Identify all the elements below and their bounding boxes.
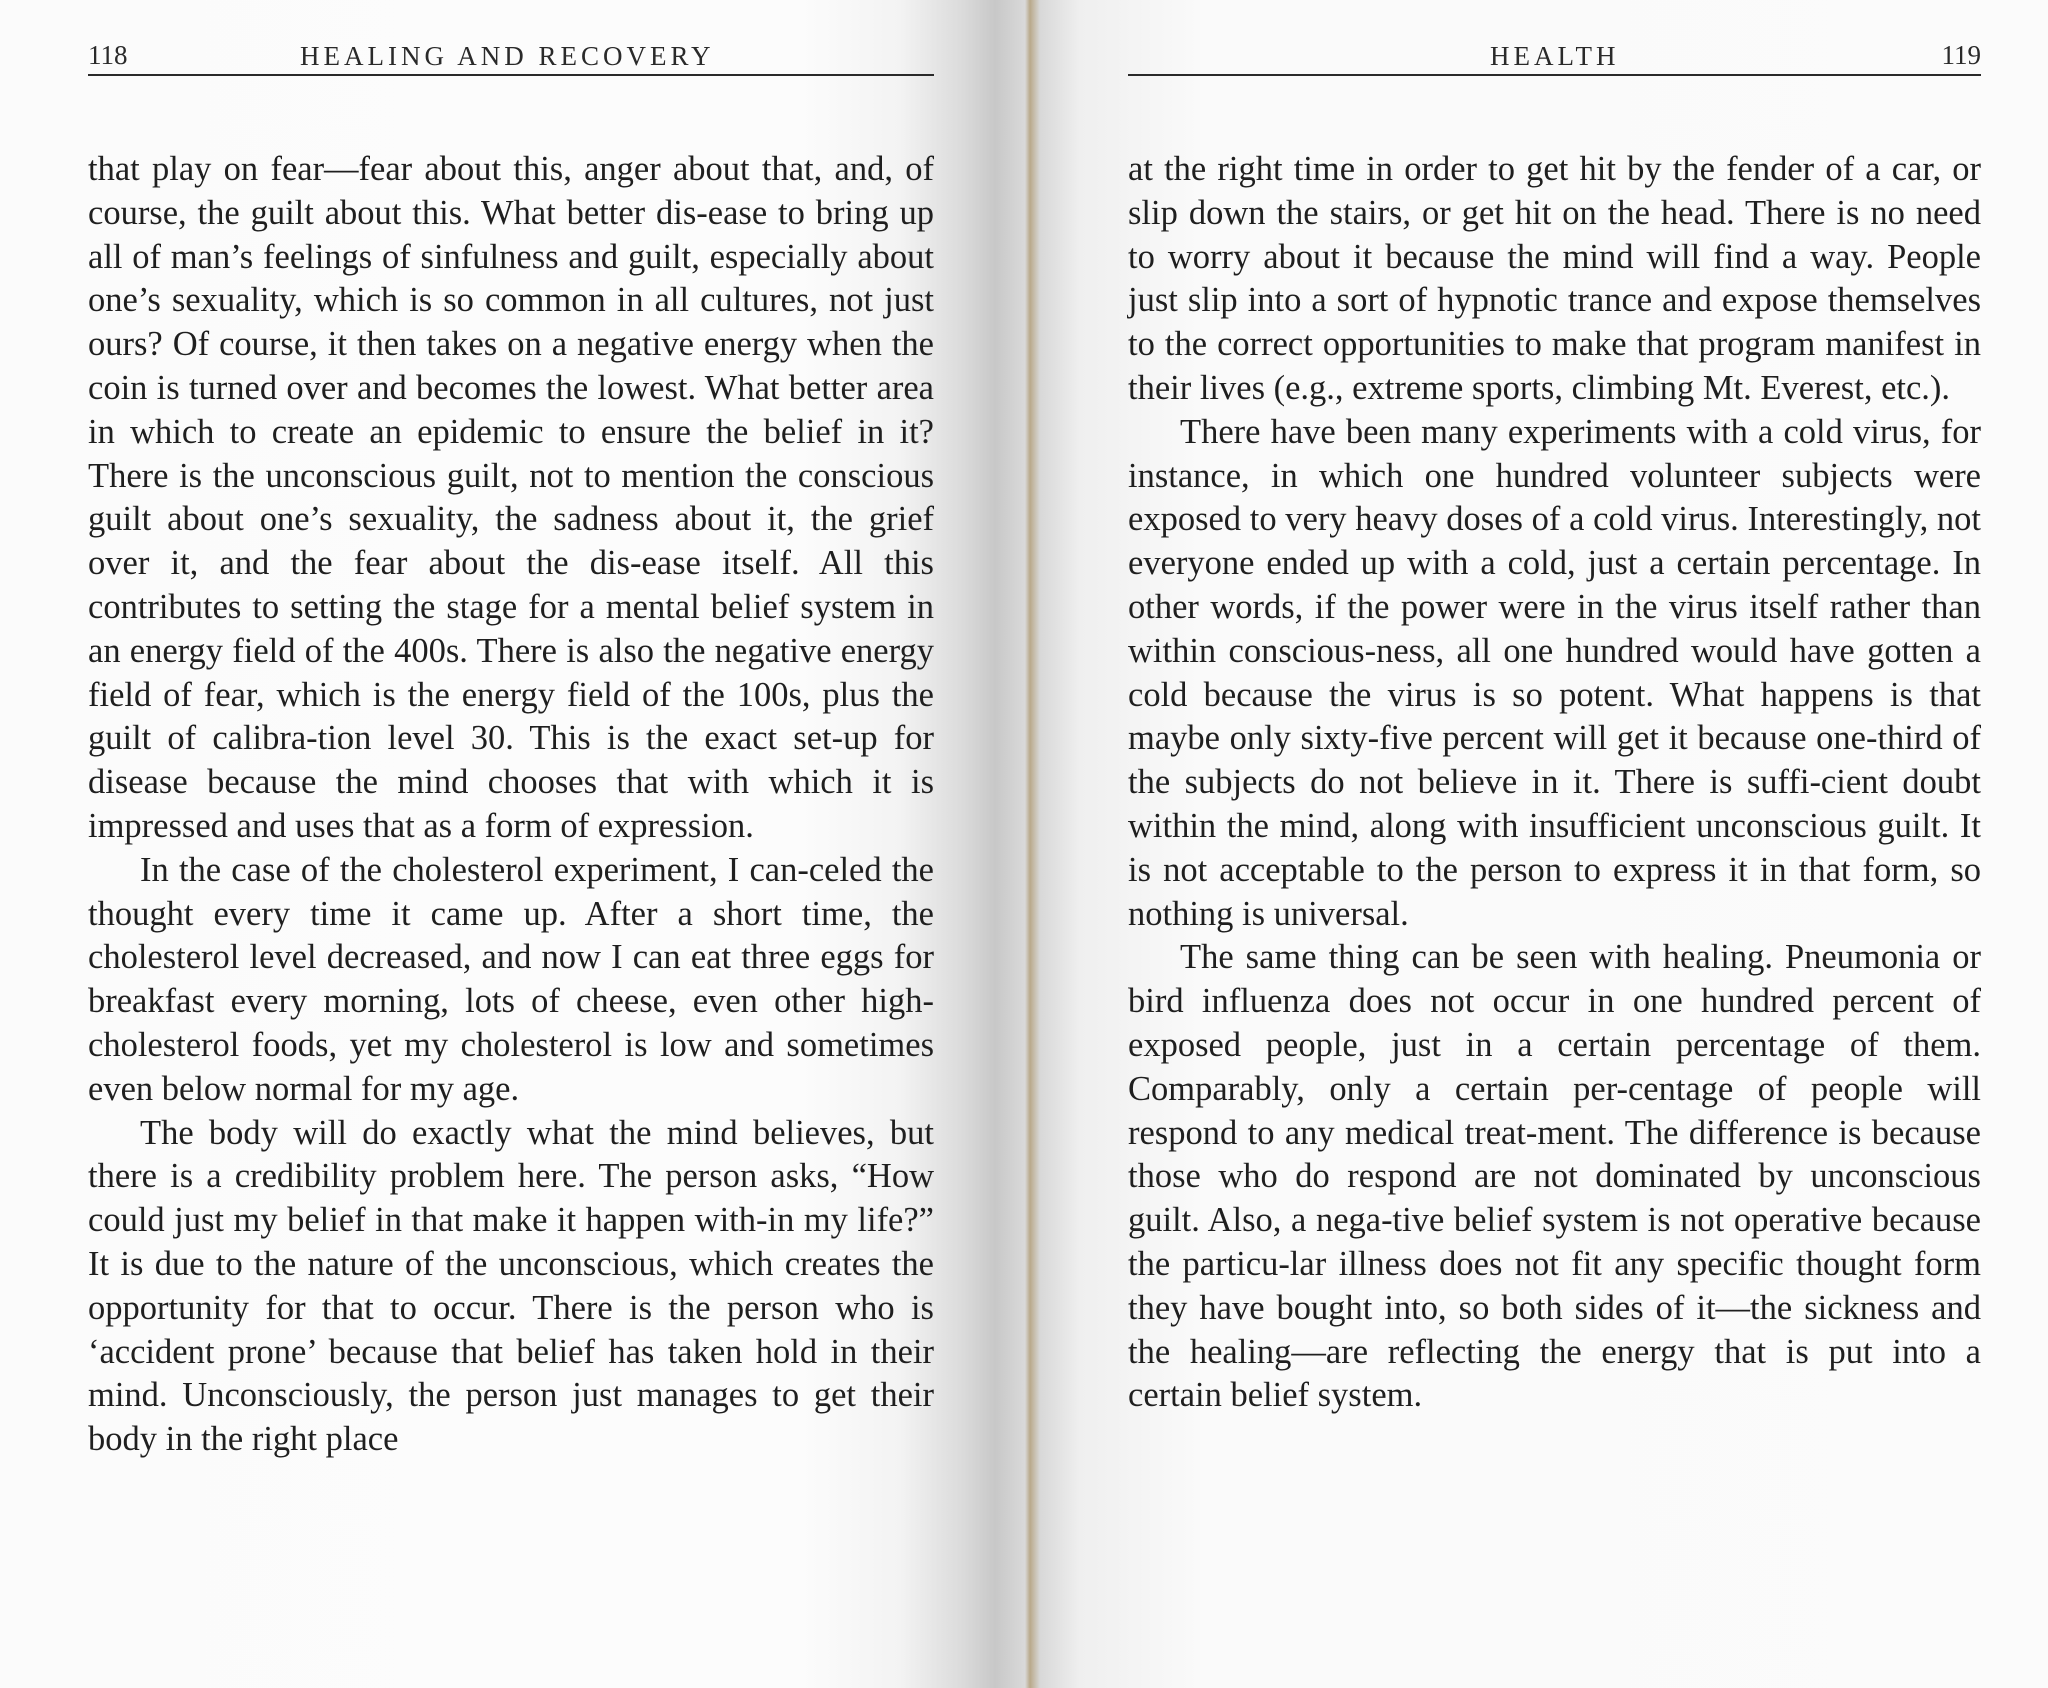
- running-head: [1128, 42, 1981, 76]
- page-number: 118: [88, 40, 128, 70]
- running-head-title: HEALING AND RECOVERY: [300, 41, 715, 71]
- paragraph: that play on fear—fear about this, anger about that, and, of course, the guilt about this. What better dis-ease to bring up all of man’s feelings of sinfulness and guilt, especially about one’s sexuality, which is so common in all cultures, not just ours? Of course, it then takes on a negative energy when the coin is turned over and becomes the lowest. What better area in which to create an epidemic to ensure the belief in it? There is the unconscious guilt, not to mention the conscious guilt about one’s sexuality, the sadness about it, the grief over it, and the fear about the dis-ease itself. All this contributes to setting the stage for a mental belief system in an energy field of the 400s. There is also the negative energy field of fear, which is the energy field of the 100s, plus the guilt of calibra-tion level 30. This is the exact set-up for disease because the mind chooses that with which it is impressed and uses that as a form of expression.: [88, 150, 934, 845]
- body-text: [1128, 148, 1981, 1418]
- running-head: [88, 42, 934, 76]
- page-number: 119: [1941, 40, 1981, 70]
- body-text: [88, 148, 934, 1462]
- paragraph: at the right time in order to get hit by the fender of a car, or slip down the stairs, or get hit on the head. There is no need to worry about it because the mind will find a way. People just slip into a sort of hypnotic trance and expose themselves to the correct opportunities to make that program manifest in their lives (e.g., extreme sports, climbing Mt. Everest, etc.).: [1128, 150, 1981, 407]
- paragraph: In the case of the cholesterol experiment, I can-celed the thought every time it came up. After a short time, the cholesterol level decreased, and now I can eat three eggs for breakfast every morning, lots of cheese, even other high-cholesterol foods, yet my cholesterol is low and sometimes even below normal for my age.: [88, 850, 934, 1108]
- paragraph: The same thing can be seen with healing. Pneumonia or bird influenza does not occur in one hundred percent of exposed people, just in a certain percentage of them. Comparably, only a certain per-centage of people will respond to any medical treat-ment. The difference is because those who do respond are not dominated by unconscious guilt. Also, a nega-tive belief system is not operative because the particu-lar illness does not fit any specific thought form they have bought into, so both sides of it—the sickness and the healing—are reflecting the energy that is put into a certain belief system.: [1128, 938, 1981, 1415]
- running-head-title: HEALTH: [1490, 41, 1620, 71]
- paragraph: There have been many experiments with a cold virus, for instance, in which one hundred volunteer subjects were exposed to very heavy doses of a cold virus. Interestingly, not everyone ended up with a cold, just a certain percentage. In other words, if the power were in the virus itself rather than within conscious-ness, all one hundred would have gotten a cold because the virus is so potent. What happens is that maybe only sixty-five percent will get it because one-third of the subjects do not believe in it. There is suffi-cient doubt within the mind, along with insufficient unconscious guilt. It is not acceptable to the person to express it in that form, so nothing is universal.: [1128, 412, 1981, 933]
- right-page: [1128, 0, 1981, 1688]
- paragraph: The body will do exactly what the mind believes, but there is a credibility problem here. The person asks, “How could just my belief in that make it happen with-in my life?” It is due to the nature of the unconscious, which creates the opportunity for that to occur. There is the person who is ‘accident prone’ because that belief has taken hold in their mind. Unconsciously, the person just manages to get their body in the right place: [88, 1113, 934, 1459]
- left-page: [88, 0, 934, 1688]
